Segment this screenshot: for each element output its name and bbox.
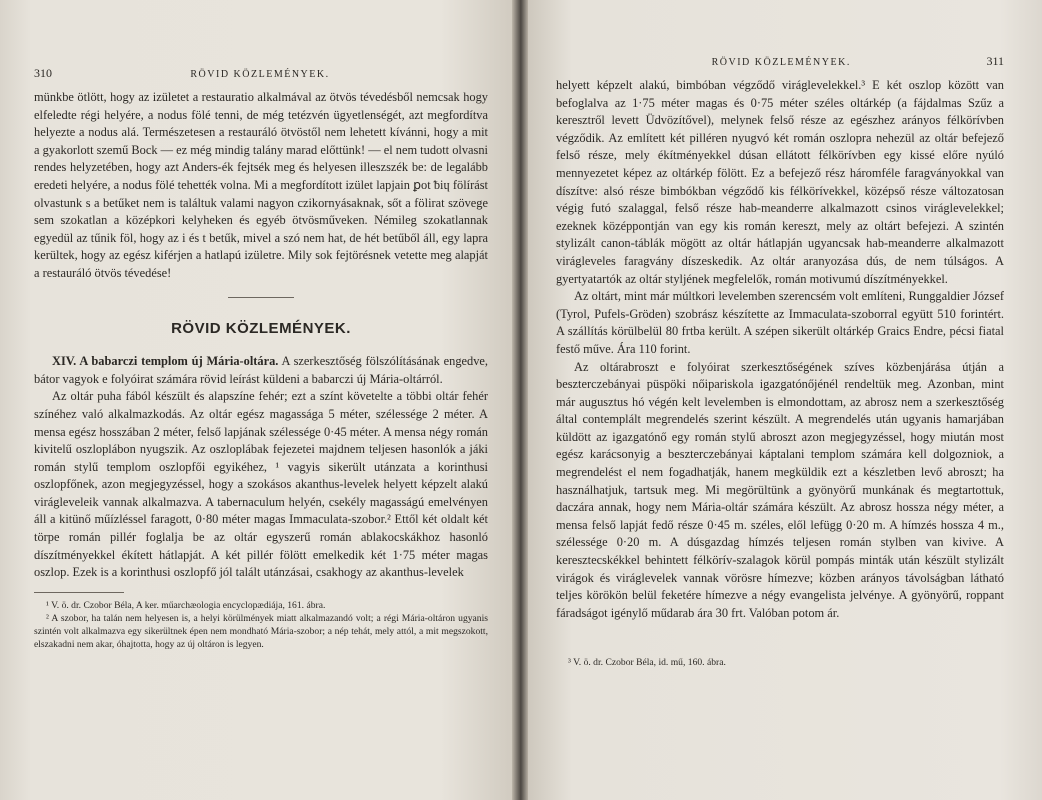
paragraph: helyett képzelt alakú, bimbóban végződő viráglevelekkel.³ E két oszlop között van befoglalva az 1·75 méter magas és 0·75 méter széles oltárkép (a fájdalmas Szűz a keresztről levett Üdvözítővel), melynek felső része az egészhez arányos félkörívben végződik. Az említett két pilléren nyugvó két román oszlopra nehezül az oltár befejező felső része, mely ékítményekkel dúsan ellátott félkörívben egy kissé előre nyúló mennyezetet képez az oltárkép fölött. Ez a befejező rész háromféle faragványokkal van díszítve: alsó része bimbókban végződő kis félkörívekkel, középső része változatosan végig futó szalaggal, felső része hab-meanderre alkalmazott csinos viráglevelekkel; ezeknek középpontján van egy kis román kereszt, mely az oltárt befejezi. A szintén stylizált canon-táblák mögött az oltár hátlapján ugyancsak hab-meanderre alkalmazott virágleveles faragvány díszeskedik. Az oltár aranyozása dús, de nem túlságos. A gyertyatartók az oltár styljének megfelelők, román motivumú díszítményekkel. — [556, 78, 1004, 286]
left-body-text — [34, 89, 488, 582]
right-page — [520, 0, 1042, 800]
footnotes — [34, 599, 488, 651]
footnote: ² A szobor, ha talán nem helyesen is, a helyi körülmények miatt alkalmazandó volt; a régi Mária-oltáron ugyanis szintén volt alkalmazva egy sikerültnek épen nem mondható Mária-szobor; a nép tehát, mely attól, a mit megszokott, elszakadni nem akar, óhajtotta, hogy az új oltáron is legyen. — [34, 612, 488, 650]
top-paragraph: münkbe ötlött, hogy az izületet a restauratio alkalmával az ötvös tévedésből nemcsak hogy elfeledte régi helyére, a nodus fölé tenni, de még tetézvén ügyetlenségét, azt megfordítva helyezte a nodus alá. Természetesen a restauráló ötvöstől nem lehetett kívánni, hogy a mit a gyakorlott szemű Bock — ez még mindig talány marad előttünk! — el nem tudott olvasni rendes helyzetében, hogy azt Anders-ék fejtsék meg és helyesen illeszszék be: de legalább eredeti helyére, a nodus fölé tehették volna. Mi a megfordított izület lapjain ꝑot ᵬiɥ fölírást olvastunk s a betűket nem is találtuk valami nagyon czikornyásaknak, sőt a fölirat szövege sem szokatlan a középkori kelyheken és egyéb ötvösműveken. Némileg szokatlannak egyedül az tűnik föl, hogy az i és t betűk, mivel a szó nem hat, de hét betűből áll, egy lapra kerültek, hogy az egész kiférjen a hatlapú izületre. Mily sok fejtörésnek vetette meg alapját a restauráló ötvös tévedése! — [34, 90, 488, 280]
paragraph: Az oltár puha fából készült és alapszíne fehér; ezt a színt követelte a többi oltár fehér színéhez való alkalmazkodás. Az oltár egész magassága 5 méter, szélessége 2 méter. A mensa egész hosszában 2 méter, felső lapjának szélessége 0·45 méter. A mensa négy román kivitelű oszloplábon nyugszik. Az oszloplábak fejezetei majdnem teljesen hasonlók a jáki román stylű templom oszlopfői egyikéhez, ¹ vagyis sikerült utánzata a korinthusi oszlopfőnek, azon megjegyzéssel, hogy a szokásos akanthus-levelek helyett képzelt alakú virágleveleik vannak alkalmazva. A tabernaculum helyén, csekély magasságú emelvényen áll a kitünő műízléssel faragott, 0·80 méter magas Immaculata-szobor.² Ettől két oldalt két törpe román pillér foglalja be az oltár egyszerű román ablakocskákhoz hasonló díszítményekkel ékített hátlapját. A két pillér fölött emelkedik két 1·75 méter magas oszlop. Ezek is a korinthusi oszlopfő jól talált utánzásai, csakhogy az akanthus-levelek — [34, 389, 488, 580]
footnote: ³ V. ö. dr. Czobor Béla, id. mű, 160. ábra. — [568, 657, 726, 669]
footnote-rule — [34, 592, 124, 593]
page-number: 310 — [34, 66, 52, 80]
paragraph: Az oltárabroszt e folyóirat szerkesztőségének szíves közbenjárása útján a beszterczebányai püspöki nőipariskola igazgatónőjénél rendeltük meg. Azonban, mint már augusztus hó végén kelt levelemben is elmondottam, az abrosz nem a szerkesztőség által contemplált megrendelés szerint készült. A megrendelés után ugyanis hamarjában küldött az igazgatónő egy román stylű abroszt azon megjegyzéssel, hogy miután most egész karácsonyig a beszterczebányai káptalani templom számára kell dolgozniok, a megrendelést el nem fogadhatják, hanem megküldik ezt a készletben levő abroszt; ha használhatjuk, tartsuk meg. Mi megörültünk a gyönyörű munkának és megtartottuk, daczára annak, hogy nem Mária-oltár számára készült. Az abrosz hossza négy méter, a mensa felső lapját fedő része 0·45 m. széles, elől lefügg 0·20 m. A hímzés hossza 4 m., szélessége 0·20 m. A dúsgazdag hímzés teljesen román stylben van kivive. A keresztecskékkel behintett félkörív-szalagok körül pompás minták után készült stylizált virágok és viráglevelek vannak vörösre hímezve; közben arányos távolságban látható teljes körökön belül feketére hímezve a négy evangelista jelvénye. A gyönyörű, roppant fáradságot igénylő műdarab ára 30 frt. Valóban potom ár. — [556, 359, 1004, 620]
running-head-title: RÖVID KÖZLEMÉNYEK. — [190, 69, 330, 80]
article-intro: A szerkesztőség fölszólításának engedve, bátor vagyok e folyóirat számára rövid leírást küldeni a babarczi új Mária-oltárról. — [34, 354, 489, 386]
footnotes — [556, 656, 1004, 669]
running-head — [556, 54, 1004, 69]
running-head — [34, 66, 488, 81]
running-head-title: RÖVID KÖZLEMÉNYEK. — [711, 57, 851, 68]
section-title: RÖVID KÖZLEMÉNYEK. — [171, 319, 351, 337]
right-body-text — [556, 77, 1004, 622]
book-gutter — [512, 0, 528, 800]
article-intro-paragraph — [34, 353, 488, 388]
page-number: 311 — [986, 54, 1004, 68]
section-divider — [228, 297, 294, 298]
paragraph: Az oltárt, mint már múltkori levelemben szerencsém volt említeni, Runggaldier József (Tyrol, Pufels-Gröden) szobrász készítette az Immaculata-szoborral együtt 510 forintért. A szállítás körülbelül 80 frtba került. A szépen sikerült oltárkép Graics Endre, pécsi fiatal festő műve. Ára 110 forint. — [556, 289, 1004, 356]
article-heading: XIV. A babarczi templom új Mária-oltára. — [52, 354, 279, 369]
footnote: ¹ V. ö. dr. Czobor Béla, A ker. műarchæologia encyclopædiája, 161. ábra. — [46, 599, 326, 611]
left-page — [0, 0, 518, 800]
